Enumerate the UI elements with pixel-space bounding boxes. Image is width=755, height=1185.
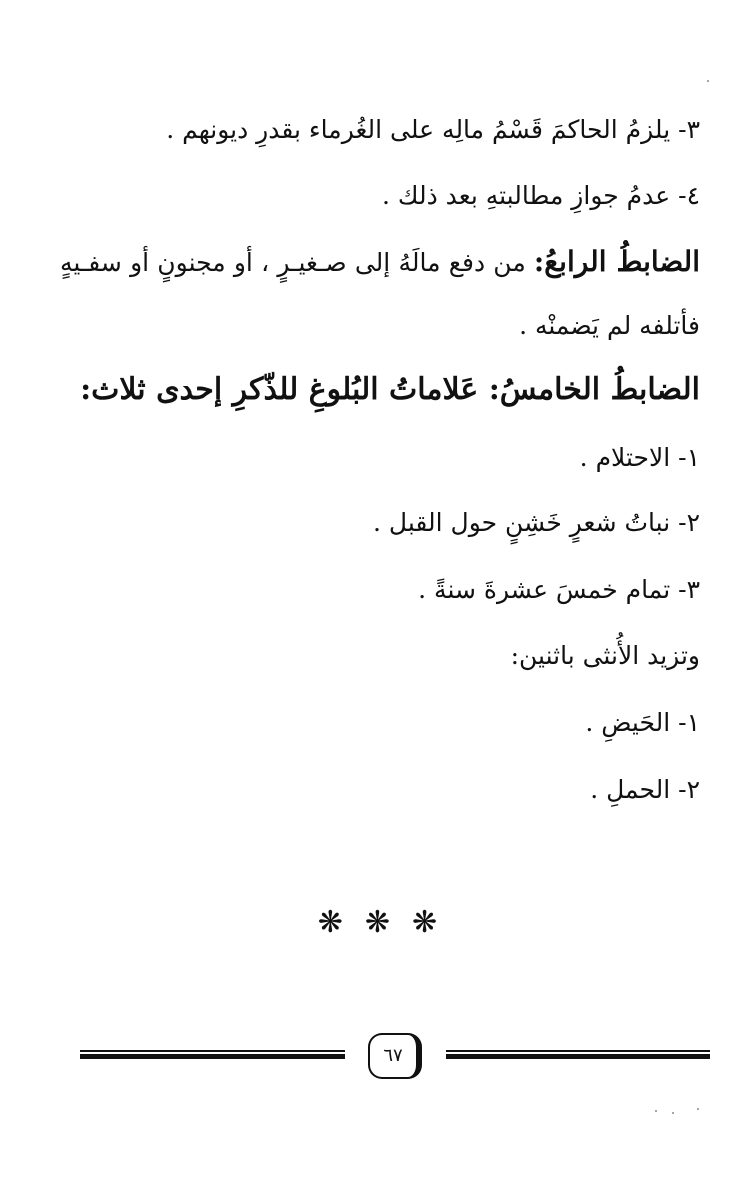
rule-item-3-judge-division: ٣- يلزمُ الحاكمَ قَسْمُ مالِه على الغُرماء بقدرِ ديونهم . <box>166 115 700 144</box>
female-sign-1: ١- الحَيضِ . <box>585 708 700 737</box>
puberty-sign-1: ١- الاحتلام . <box>579 443 700 472</box>
footer-rule-left <box>80 1050 345 1059</box>
footer-rule-right <box>446 1050 710 1059</box>
page-number-badge: ٦٧ <box>368 1033 422 1079</box>
section-separator-asterisks: ❋❋❋ <box>317 905 460 940</box>
fourth-principle-paragraph <box>60 242 700 283</box>
scan-speck <box>655 1110 657 1112</box>
scan-speck <box>672 1112 674 1114</box>
female-sign-2: ٢- الحملِ . <box>590 775 700 804</box>
fourth-principle-text: من دفع مالَهُ إلى صـغيـرٍ ، أو مجنونٍ أو سفـيهٍ <box>60 248 534 277</box>
puberty-sign-3: ٣- تمام خمسَ عشرةَ سنةً . <box>418 575 700 604</box>
scan-speck <box>697 1108 699 1110</box>
female-additional-intro: وتزيد الأُنثى باثنين: <box>510 641 700 670</box>
fourth-principle-continuation: فأتلفه لم يَضمنْه . <box>519 311 700 340</box>
fourth-principle-title: الضابطُ الرابعُ: <box>533 245 700 278</box>
rule-item-4-no-claim: ٤- عدمُ جوازِ مطالبتهِ بعد ذلك . <box>381 181 700 210</box>
puberty-sign-2: ٢- نباتُ شعرٍ خَشِنٍ حول القبل . <box>373 508 700 537</box>
fifth-principle-heading: الضابطُ الخامسُ: عَلاماتُ البُلوغِ للذّكرِ إحدى ثلاث: <box>80 372 700 407</box>
scan-speck <box>707 80 709 82</box>
